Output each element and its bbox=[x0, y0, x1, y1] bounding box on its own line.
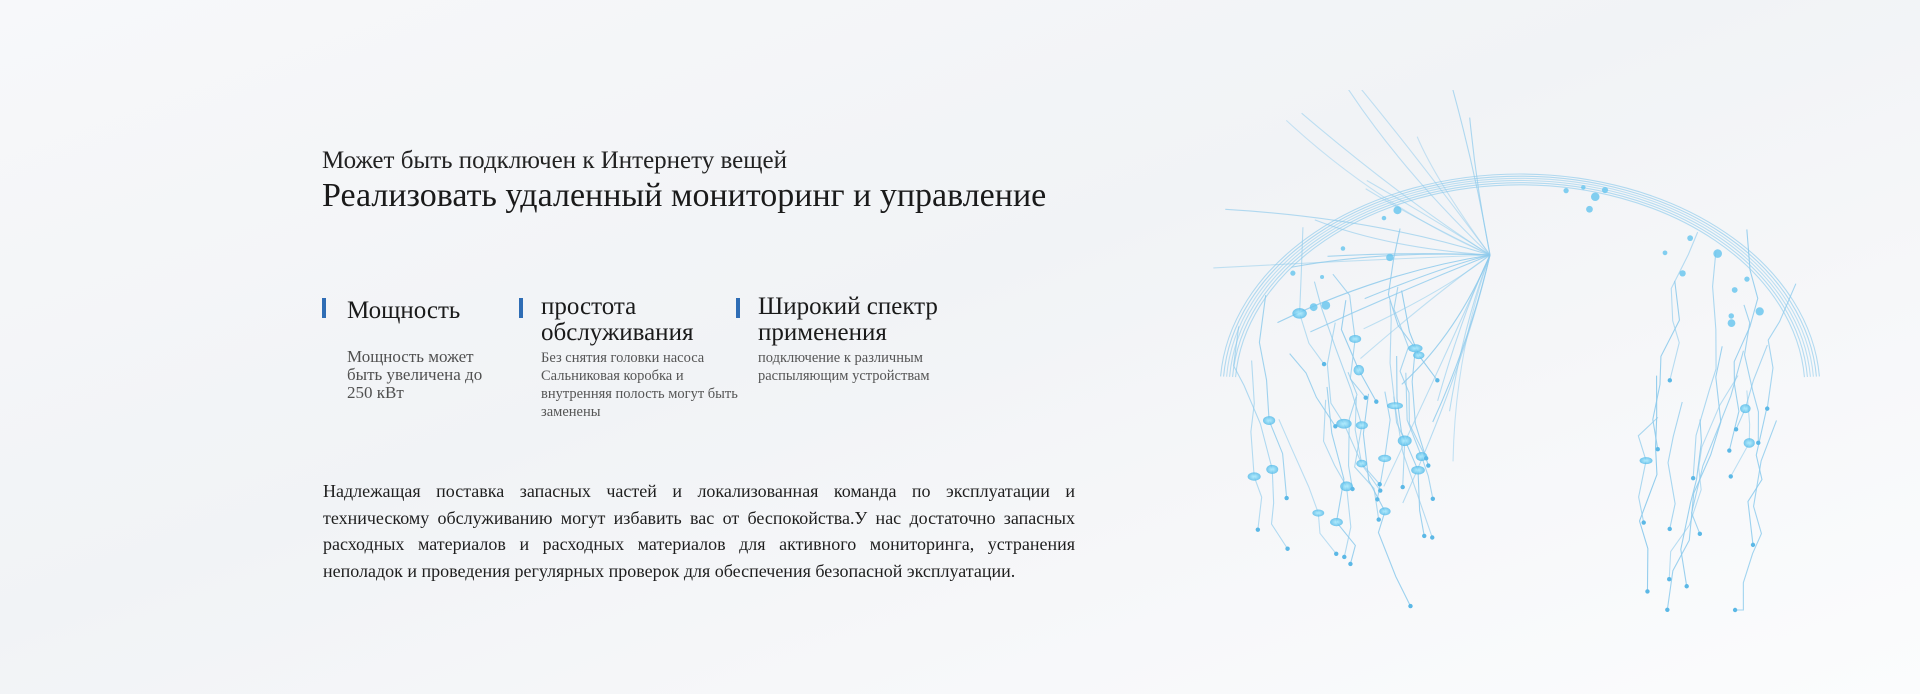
globe-node bbox=[1640, 457, 1653, 464]
globe-node bbox=[1266, 465, 1278, 474]
globe-cap-node bbox=[1687, 235, 1693, 241]
globe-endpoint bbox=[1408, 604, 1412, 608]
globe-node bbox=[1330, 518, 1343, 526]
description-paragraph: Надлежащая поставка запасных частей и локализованная команда по эксплуатации и техническому обслуживанию могут избавить вас от беспокойства.У нас достаточно запасных расходных материалов и расходных материалов для активного мониторинга, устранения неполадок и проведения регулярных проверок для обеспечения безопасной эксплуатации. bbox=[323, 481, 1075, 581]
globe-ray bbox=[1345, 90, 1490, 255]
globe-endpoint bbox=[1426, 463, 1430, 467]
globe-circuit-trace bbox=[1668, 402, 1682, 529]
globe-node bbox=[1398, 436, 1412, 446]
globe-endpoint bbox=[1641, 520, 1645, 524]
globe-cap-node bbox=[1386, 254, 1393, 261]
globe-node bbox=[1356, 460, 1367, 468]
globe-node bbox=[1378, 455, 1391, 462]
globe-node bbox=[1248, 472, 1261, 480]
feature-description: подключение к различным распыляющим устройствам bbox=[758, 350, 930, 384]
globe-ray bbox=[1277, 255, 1490, 323]
globe-endpoint bbox=[1375, 497, 1379, 501]
globe-rim-arc bbox=[1224, 176, 1817, 376]
feature-description: Мощность может быть увеличена до 250 кВт bbox=[347, 347, 483, 402]
globe-node bbox=[1411, 466, 1425, 475]
globe-endpoint bbox=[1756, 441, 1760, 445]
globe-cap-node bbox=[1729, 313, 1734, 318]
globe-node bbox=[1387, 402, 1403, 409]
globe-node bbox=[1354, 365, 1365, 376]
globe-endpoint bbox=[1350, 487, 1354, 491]
globe-circuit-trace bbox=[1748, 410, 1766, 545]
globe-circuit-trace bbox=[1670, 232, 1698, 380]
globe-circuit-trace bbox=[1735, 420, 1776, 610]
globe-ray bbox=[1402, 255, 1490, 384]
globe-cap-node bbox=[1382, 216, 1387, 221]
globe-endpoint bbox=[1645, 589, 1649, 593]
globe-cap-node bbox=[1732, 287, 1738, 293]
globe-cap-node bbox=[1290, 271, 1295, 276]
globe-endpoint bbox=[1698, 532, 1702, 536]
globe-rim-arc bbox=[1230, 180, 1811, 376]
globe-endpoint bbox=[1322, 362, 1326, 366]
globe-node bbox=[1744, 438, 1755, 448]
globe-endpoint bbox=[1285, 547, 1289, 551]
globe-cap-node bbox=[1310, 303, 1318, 311]
globe-circuit-trace bbox=[1640, 376, 1657, 592]
globe-node bbox=[1292, 308, 1306, 318]
feature-description: Без снятия головки насоса Сальниковая коробка и внутренняя полость могут быть заменены bbox=[541, 350, 738, 420]
globe-endpoint bbox=[1684, 584, 1688, 588]
globe-endpoint bbox=[1668, 378, 1672, 382]
globe-node bbox=[1263, 416, 1275, 425]
globe-endpoint bbox=[1431, 497, 1435, 501]
globe-circuit-trace bbox=[1681, 419, 1702, 586]
globe-node bbox=[1336, 419, 1351, 429]
globe-endpoint bbox=[1378, 488, 1382, 492]
globe-endpoint bbox=[1734, 427, 1738, 431]
globe-ray bbox=[1327, 90, 1490, 255]
globe-ray bbox=[1360, 255, 1490, 359]
globe-cap-node bbox=[1756, 307, 1764, 315]
globe-cap-node bbox=[1581, 185, 1586, 190]
globe-endpoint bbox=[1334, 552, 1338, 556]
globe-cap-node bbox=[1320, 275, 1324, 279]
globe-circuit-trace bbox=[1251, 361, 1262, 530]
globe-ray bbox=[1366, 189, 1490, 255]
globe-ray bbox=[1365, 255, 1490, 299]
globe-circuit-trace bbox=[1394, 287, 1426, 458]
globe-endpoint bbox=[1374, 399, 1378, 403]
globe-node bbox=[1408, 344, 1422, 352]
globe-endpoint bbox=[1377, 482, 1381, 486]
globe-cap-node bbox=[1744, 276, 1749, 281]
globe-cap-node bbox=[1563, 188, 1568, 193]
section-title: Реализовать удаленный мониторинг и управление bbox=[322, 177, 1047, 214]
feature-accent-bar bbox=[736, 298, 740, 318]
globe-node bbox=[1740, 404, 1751, 413]
globe-cap-node bbox=[1679, 270, 1685, 276]
globe-endpoint bbox=[1667, 577, 1671, 581]
globe-cap-node bbox=[1602, 187, 1608, 193]
globe-node bbox=[1379, 507, 1390, 515]
globe-endpoint bbox=[1727, 448, 1731, 452]
feature-accent-bar bbox=[322, 298, 326, 318]
globe-endpoint bbox=[1284, 496, 1288, 500]
globe-circuit-trace bbox=[1333, 274, 1366, 398]
globe-endpoint bbox=[1668, 527, 1672, 531]
globe-endpoint bbox=[1377, 517, 1381, 521]
feature-title: простота обслуживания bbox=[541, 293, 694, 346]
globe-circuit-trace bbox=[1736, 345, 1767, 429]
globe-endpoint bbox=[1733, 608, 1737, 612]
globe-endpoint bbox=[1333, 424, 1337, 428]
globe-endpoint bbox=[1435, 378, 1439, 382]
globe-rim-arc bbox=[1233, 183, 1808, 377]
globe-cap-node bbox=[1663, 250, 1668, 255]
feature-accent-bar bbox=[519, 298, 523, 318]
globe-cap-node bbox=[1393, 206, 1401, 214]
globe-node bbox=[1312, 509, 1324, 516]
globe-cap-node bbox=[1586, 206, 1593, 213]
globe-endpoint bbox=[1656, 447, 1660, 451]
globe-cap-node bbox=[1322, 301, 1331, 310]
globe-rim-arc bbox=[1236, 185, 1805, 377]
globe-endpoint bbox=[1348, 562, 1352, 566]
globe-circuit-trace bbox=[1669, 375, 1738, 579]
section-subtitle: Может быть подключен к Интернету вещей bbox=[322, 147, 787, 174]
globe-circuit-trace bbox=[1692, 351, 1744, 534]
globe-cap-node bbox=[1591, 193, 1600, 202]
globe-endpoint bbox=[1665, 608, 1669, 612]
globe-circuit-trace bbox=[1234, 326, 1288, 548]
globe-node bbox=[1413, 351, 1424, 359]
globe-endpoint bbox=[1424, 456, 1428, 460]
network-globe-illustration bbox=[1190, 90, 1850, 650]
feature-title: Широкий спектр применения bbox=[758, 293, 938, 346]
features-row bbox=[322, 294, 1082, 424]
globe-rim-arc bbox=[1227, 178, 1814, 376]
globe-endpoint bbox=[1729, 474, 1733, 478]
globe-circuit-trace bbox=[1363, 394, 1410, 606]
globe-circuit-trace bbox=[1300, 227, 1324, 364]
feature-title: Мощность bbox=[347, 297, 461, 324]
globe-circuit-trace bbox=[1693, 251, 1716, 478]
globe-endpoint bbox=[1342, 555, 1346, 559]
globe-cap-node bbox=[1713, 249, 1722, 258]
globe-circuit-trace bbox=[1290, 354, 1336, 427]
globe-node bbox=[1356, 421, 1368, 429]
globe-ray bbox=[1213, 255, 1490, 268]
globe-endpoint bbox=[1256, 527, 1260, 531]
globe-endpoint bbox=[1691, 476, 1695, 480]
globe-node bbox=[1349, 335, 1361, 343]
header-block bbox=[322, 146, 1082, 216]
globe-endpoint bbox=[1400, 485, 1404, 489]
globe-circuit-trace bbox=[1279, 419, 1336, 553]
globe-endpoint bbox=[1765, 406, 1769, 410]
globe-endpoint bbox=[1364, 395, 1368, 399]
globe-endpoint bbox=[1422, 534, 1426, 538]
globe-endpoint bbox=[1751, 543, 1755, 547]
globe-cap-node bbox=[1728, 319, 1736, 327]
globe-endpoint bbox=[1430, 535, 1434, 539]
globe-cap-node bbox=[1341, 246, 1346, 251]
